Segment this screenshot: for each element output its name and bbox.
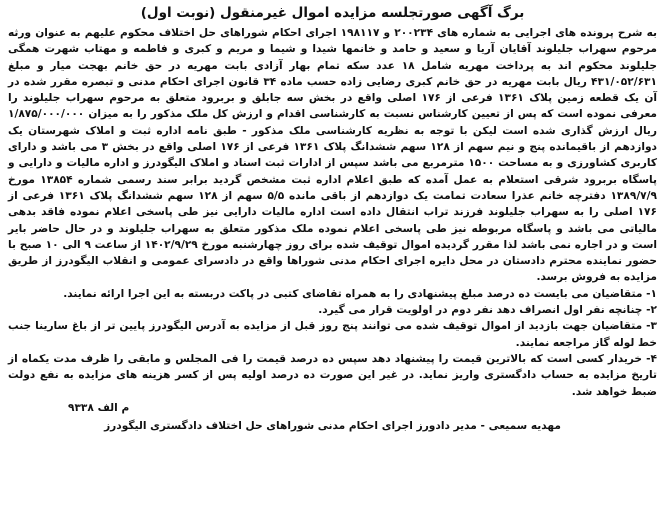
clause-3: ۳- متقاضیان جهت بازدید از اموال توقیف شده می توانند پنج روز قبل از مزایده به آدرس الیگودرز پایین تر از باغ سارینا جنب خط لوله گاز مراجعه نمایند. [8, 320, 657, 349]
reference-number: م الف ۹۳۳۸ [68, 401, 130, 414]
signature-line: مهدیه سمیعی - مدیر دادورز اجرای احکام مدنی شوراهای حل اختلاف دادگستری الیگودرز [104, 419, 561, 432]
clause-4: ۴- خریدار کسی است که بالاترین قیمت را پیشنهاد دهد سپس ده درصد قیمت را فی المجلس و مابقی را ظرف مدت یکماه از تاریخ مزایده به حساب دادگستری واریز نماید. در غیر این صورت ده درصد اولیه پس از کسر هزینه های مزایده به نفع دولت ضبط خواهد شد. [8, 352, 657, 398]
clause-1: ۱- متقاضیان می بایست ده درصد مبلغ پیشنهادی را به همراه تقاضای کتبی در پاکت دربسته به این اجرا ارائه نمایند. [63, 287, 657, 300]
clause-2: ۲- چنانچه نفر اول انصراف دهد نفر دوم در اولویت قرار می گیرد. [318, 304, 657, 317]
notice-title: برگ آگهی صورتجلسه مزایده اموال غیرمنقول (نوبت اول) [140, 5, 525, 21]
notice-paragraph: به شرح پرونده های اجرایی به شماره های ۲۰۰۲۳۴ و ۱۹۸۱۱۷ اجرای احکام شوراهای حل اختلاف محکوم علیهم به عنوان ورثه مرحوم سهراب جلیلوند آقایان آریا و سعید و حامد و خانمها شیدا و شیما و مریم و کبری و فاطمه و مهتاب شهرت همگی جلیلوند محکوم اند به پرداخت مهریه شامل ۱۸ عدد سکه تمام بهار آزادی بابت مهریه در حق خانم بهجت میار و مبلغ ۴۳۱/۰۵۲/۶۳۱ ریال بابت مهریه در حق خانم کبری رضایی زاده حسب ماده ۳۴ قانون اجرای احکام مدنی و تبصره مقرر شده در آن یک قطعه زمین پلاک ۱۳۶۱ فرعی از ۱۷۶ اصلی واقع در بخش سه جابلق و بربرود متعلق به مرحوم سهراب جلیلوند را معرفی نموده است که پس از تعیین کارشناس نسبت به کارشناسی اقدام و ارزش کل ملک مذکور را به میزان ۱/۸۷۵/۰۰۰/۰۰۰ ریال ارزش گذاری شده است لیکن با توجه به نظریه کارشناسی ملک مذکور - طبق نامه اداره ثبت و املاک شهرستان یک دوازدهم از باقیمانده پنج و نیم سهم از ۱۲۸ سهم ششدانگ پلاک ۱۳۶۱ فرعی از ۱۷۶ اصلی واقع در بخش ۳ می باشد و دارای کاربری کشاورزی و به مساحت ۱۵۰۰ مترمربع می باشد سپس از ادارات ثبت اسناد و املاک الیگودرز و اداره مالیات و دارایی و پاسگاه بربرود شرقی استعلام به عمل آمده که طبق اعلام اداره ثبت مشخص گردید برابر سند رسمی شماره ۱۳۸۵۴ مورخ ۱۳۸۹/۷/۹ دفترچه خانم عذرا سعادت تمامت یک دوازدهم از باقی مانده ۵/۵ سهم از ۱۲۸ سهم ششدانگ پلاک ۱۳۶۱ فرعی از ۱۷۶ اصلی را به سهراب جلیلوند فرزند تراب انتقال داده است اداره مالیات دارایی نیز طی پاسخی اعلام نموده فاقد بدهی مالیاتی می باشد و پاسگاه مربوطه نیز طی پاسخی اعلام نموده ملک مذکور متعلق به سهراب جلیلوند و در حال حاضر بایر است و در اجاره نمی باشد لذا مقرر گردیده اموال توقیف شده برای روز چهارشنبه مورخ ۱۴۰۲/۹/۲۹ از ساعت ۹ الی ۱۰ صبح با حضور نماینده محترم دادستان در محل دایره اجرای احکام مدنی شوراها واقع در دادسرای عمومی و انقلاب الیگودرز از طریق مزایده به فروش برسد. [8, 27, 658, 284]
